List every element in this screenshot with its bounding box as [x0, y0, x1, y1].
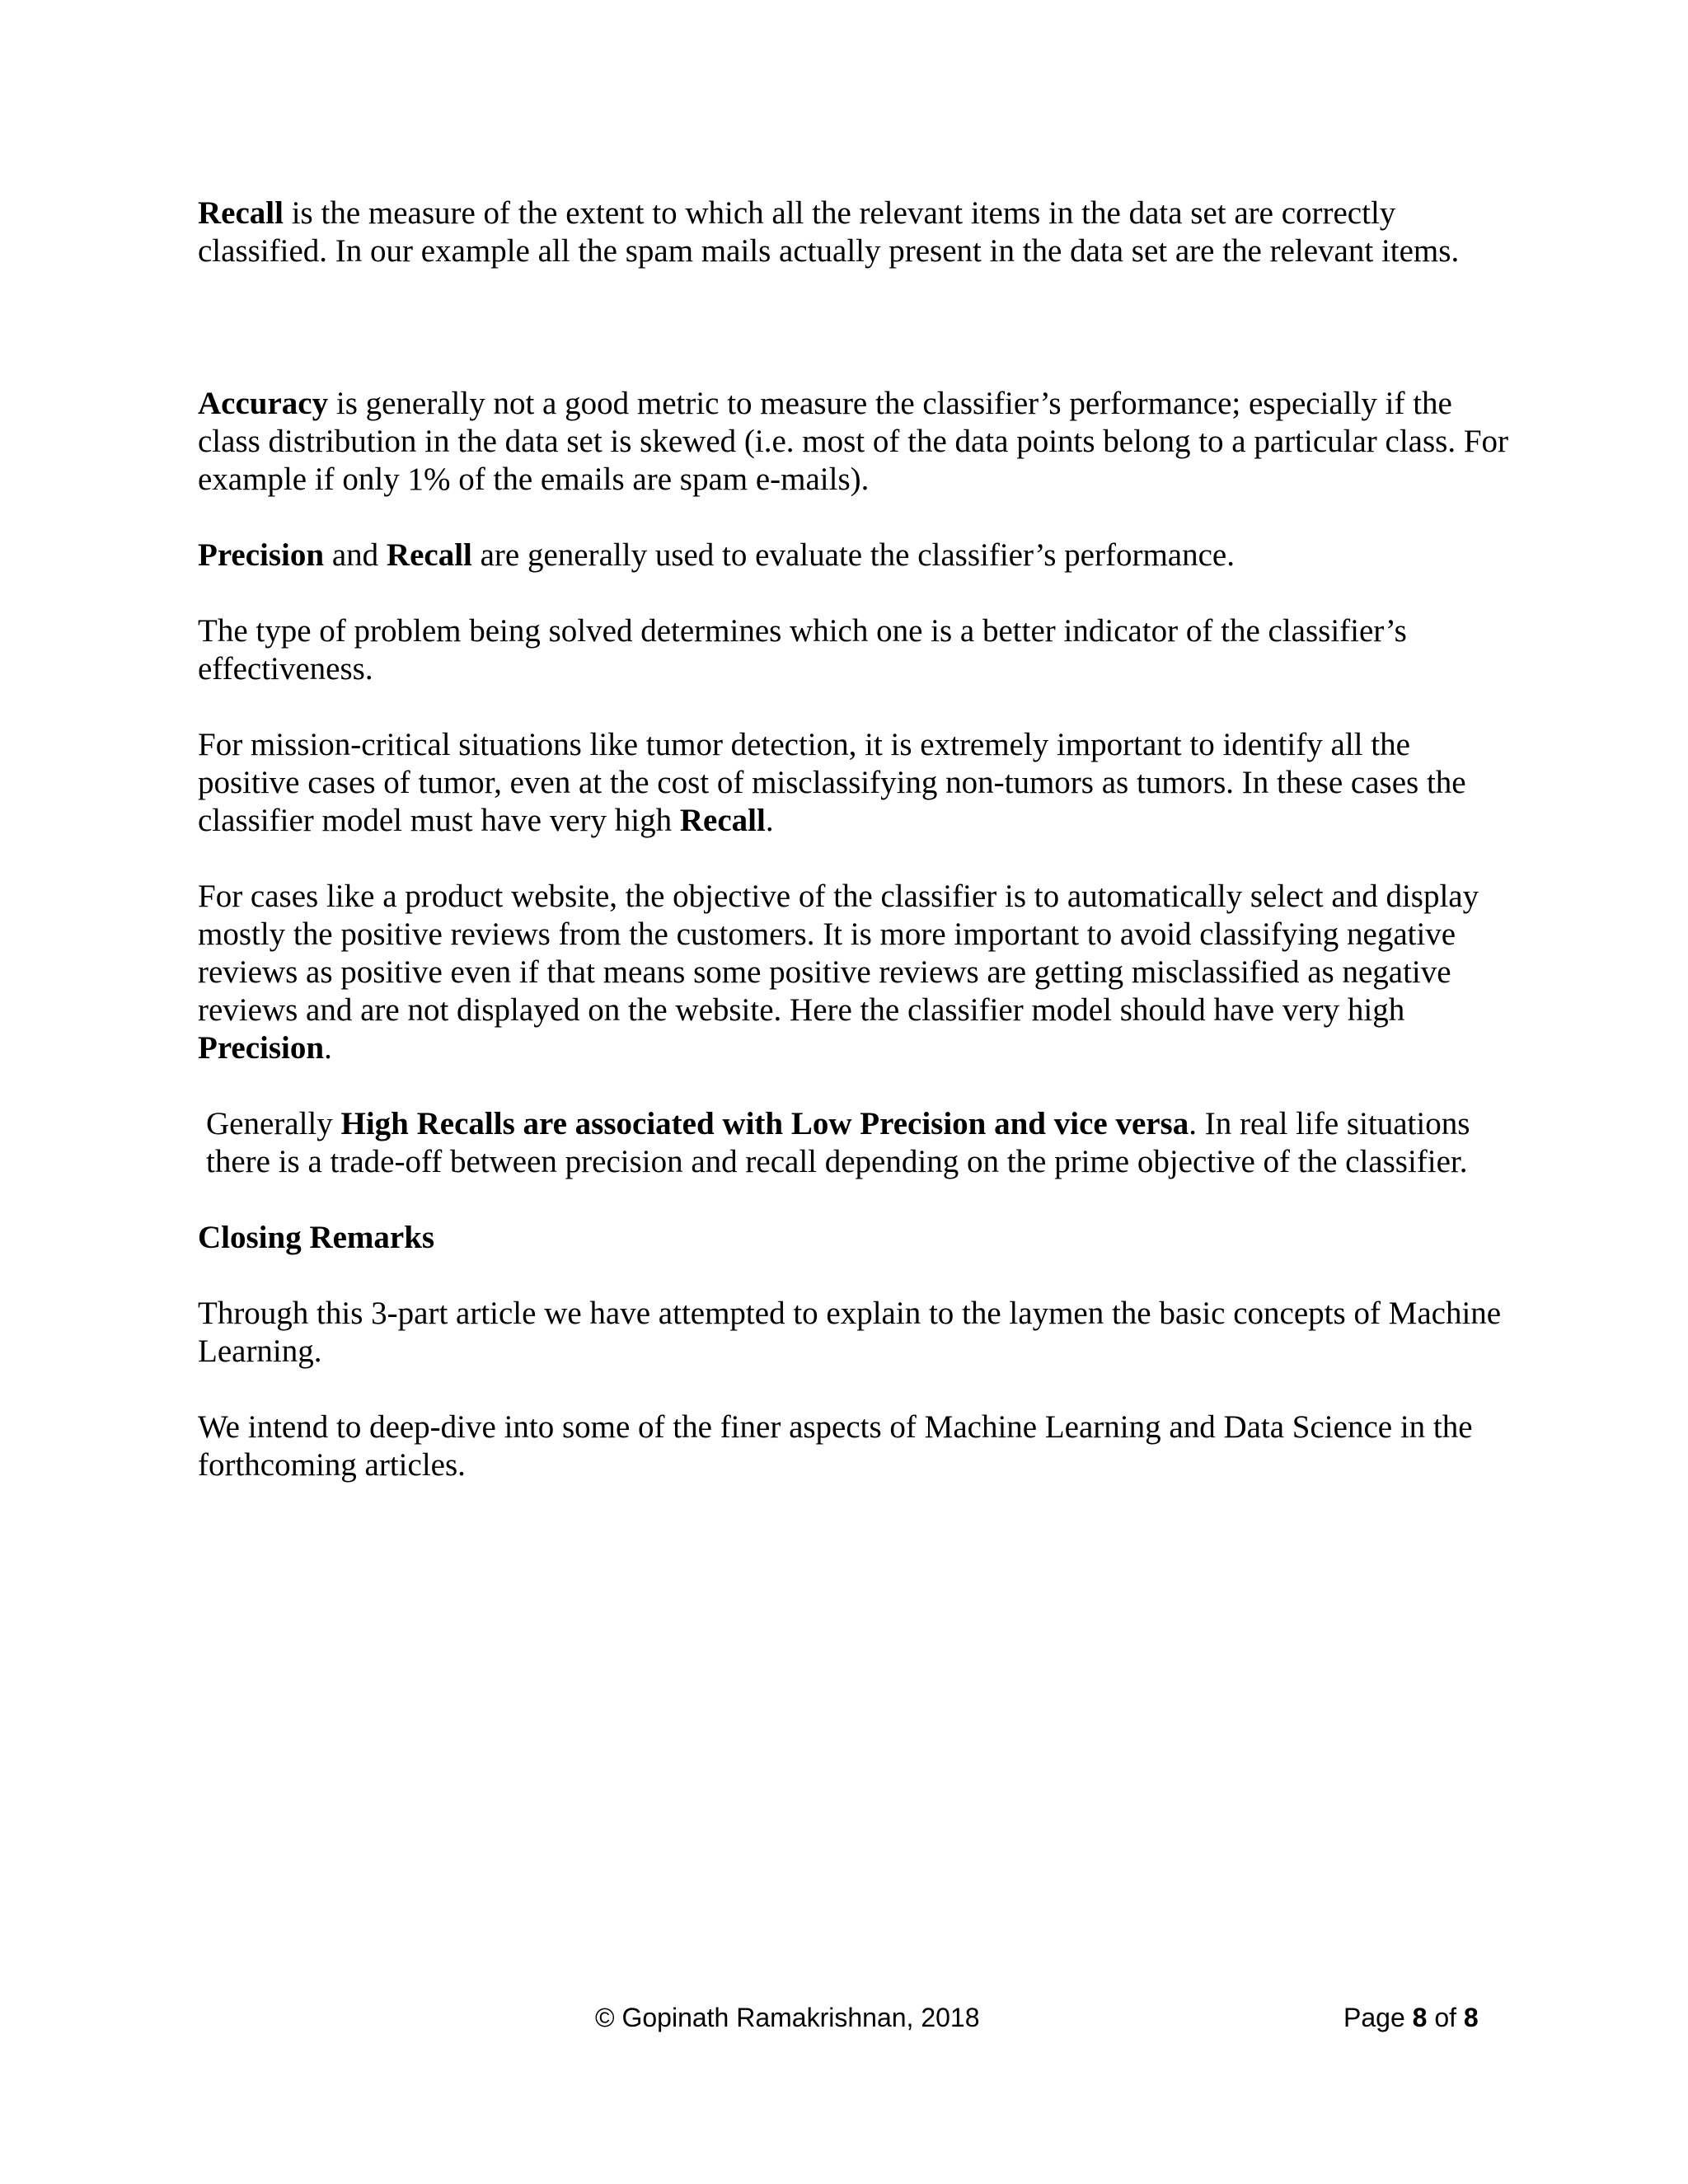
footer-copyright: © Gopinath Ramakrishnan, 2018 [595, 2003, 980, 2032]
paragraph-text: For mission-critical situations like tumor detection, it is extremely important to identify all the positive cases of tumor, even at the cost of misclassifying non-tumors as tumors. In these cases the classifier model must have very high [198, 727, 1466, 838]
paragraph-text: is the measure of the extent to which all the relevant items in the data set are correctly classified. In our example all the spam mails actually present in the data set are the relevant items. [198, 195, 1460, 269]
paragraph-accuracy [198, 385, 1517, 499]
paragraph-product-website [198, 878, 1517, 1067]
term-recall: Recall [679, 803, 766, 838]
paragraph-text: We intend to deep-dive into some of the finer aspects of Machine Learning and Data Science in the forthcoming articles. [198, 1409, 1473, 1483]
paragraph-text: For cases like a product website, the objective of the classifier is to automatically select and display mostly the positive reviews from the customers. It is more important to avoid classifying negative reviews as positive even if that means some positive reviews are getting misclassified as negative reviews and are not displayed on the website. Here the classifier model should have very high [198, 879, 1479, 1028]
paragraph-mission-critical [198, 726, 1517, 840]
heading-text: Closing Remarks [198, 1220, 435, 1255]
page-total: 8 [1463, 2003, 1479, 2032]
paragraph-forthcoming-articles [198, 1408, 1517, 1484]
term-precision: Precision [198, 1030, 325, 1066]
term-precision: Precision [198, 537, 325, 573]
conjunction-text: and [324, 537, 387, 573]
paragraph-end: . [765, 803, 774, 838]
paragraph-text: . In real life situations there is a trade-off between precision and recall depending on the prime objective of the classifier. [206, 1106, 1470, 1179]
paragraph-lead: Generally [206, 1106, 341, 1141]
paragraph-text: The type of problem being solved determines which one is a better indicator of the classifier’s effectiveness. [198, 613, 1407, 687]
footer-page-number [1343, 2001, 1479, 2034]
term-accuracy: Accuracy [198, 386, 329, 421]
page-of: of [1427, 2003, 1464, 2032]
paragraph-precision-and-recall [198, 537, 1517, 574]
page-current: 8 [1412, 2003, 1428, 2032]
paragraph-end: . [324, 1030, 332, 1066]
paragraph-text: Through this 3-part article we have attempted to explain to the laymen the basic concepts of Machine Learning. [198, 1296, 1502, 1369]
section-heading-closing-remarks [198, 1219, 1517, 1257]
paragraph-recall [198, 194, 1517, 270]
paragraph-problem-type [198, 612, 1517, 688]
term-recall: Recall [386, 537, 472, 573]
page-prefix: Page [1343, 2003, 1413, 2032]
paragraph-three-part-article [198, 1295, 1517, 1371]
paragraph-text: is generally not a good metric to measure the classifier’s performance; especially if the class distribution in the data set is skewed (i.e. most of the data points belong to a particular class. For example if only 1% of the emails are spam e-mails). [198, 386, 1508, 497]
paragraph-text: are generally used to evaluate the classifier’s performance. [471, 537, 1235, 573]
paragraph-trade-off [198, 1105, 1517, 1181]
emphasis-high-recalls: High Recalls are associated with Low Precision and vice versa [340, 1106, 1189, 1141]
document-body [198, 194, 1517, 1484]
term-recall: Recall [198, 195, 284, 231]
